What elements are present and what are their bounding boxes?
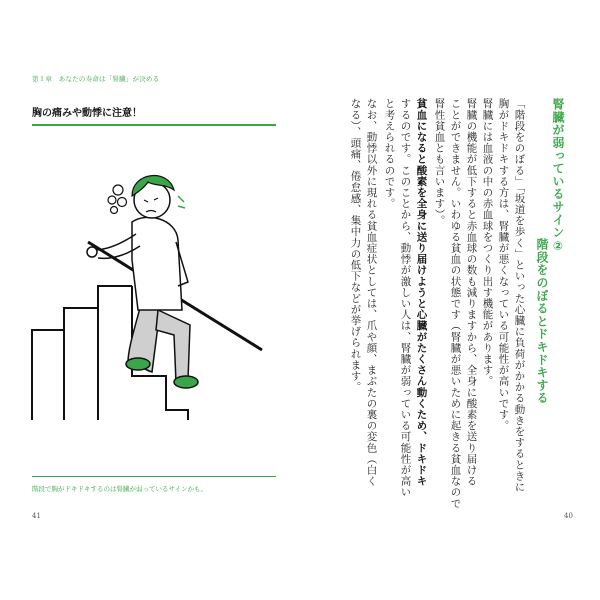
paragraph2-line-4: 腎性貧血とも言います）。 <box>433 98 446 226</box>
chapter-header: 第１章 あなたの寿命は「腎臓」が決める <box>32 75 160 83</box>
arm <box>94 234 136 250</box>
section-title: 胸の痛みや動悸に注意！ <box>32 108 142 119</box>
paragraph4-line-1: なお、動悸以外に現れる貧血症状としては、爪や顔、まぶたの裏の変色（白く <box>365 98 378 487</box>
paragraph1-line-2: 胸がドキドキする方は、腎臓が悪くなっている可能性が高いです。 <box>497 98 510 431</box>
page-number-right: 40 <box>564 512 573 520</box>
paragraph2-line-1: 腎臓には血液の中の赤血球をつくり出す機能があります。 <box>481 98 494 387</box>
shirt <box>132 217 182 310</box>
heading-line-1: 腎臓が弱っているサイン② <box>551 98 565 254</box>
illustration-caption: 階段で胸がドキドキするのは腎臓が弱っているサインかも。 <box>32 485 208 493</box>
title-rule <box>32 124 276 126</box>
paragraph1-line-1: 「階段をのぼる」「坂道を歩く」といった心臓に負荷がかかる動きをするときに <box>513 98 526 493</box>
right-page <box>300 0 600 600</box>
page-number-left: 41 <box>32 512 41 520</box>
paragraph2-line-3: ことができません。いわゆる貧血の状態です（腎臓が悪いために起きる貧血なので <box>449 98 462 509</box>
back-shoe <box>126 358 150 370</box>
stair-climbing-illustration <box>28 150 278 430</box>
sweat-puff-icon <box>108 185 127 214</box>
paragraph4-line-2: なる）、頭痛、倦怠感、集中力の低下などが挙げられます。 <box>349 98 362 393</box>
paragraph3-line-2: と考えられるのです。 <box>383 98 396 209</box>
paragraph3-line-1: するのです。このことから、動悸が激しい人は、腎臓が弱っている可能性が高い <box>399 98 412 498</box>
front-shoe <box>174 376 198 388</box>
caption-rule <box>32 476 276 477</box>
paragraph2-line-2: 腎臓の機能が低下すると赤血球の数も減りますから、全身に酸素を送り届ける <box>465 98 478 487</box>
emphasis-line: 貧血になると酸素を全身に送り届けようと心臓がたくさん動くため、ドキドキ <box>415 98 428 487</box>
heading-line-2: 階段をのぼるとドキドキする <box>535 238 549 405</box>
